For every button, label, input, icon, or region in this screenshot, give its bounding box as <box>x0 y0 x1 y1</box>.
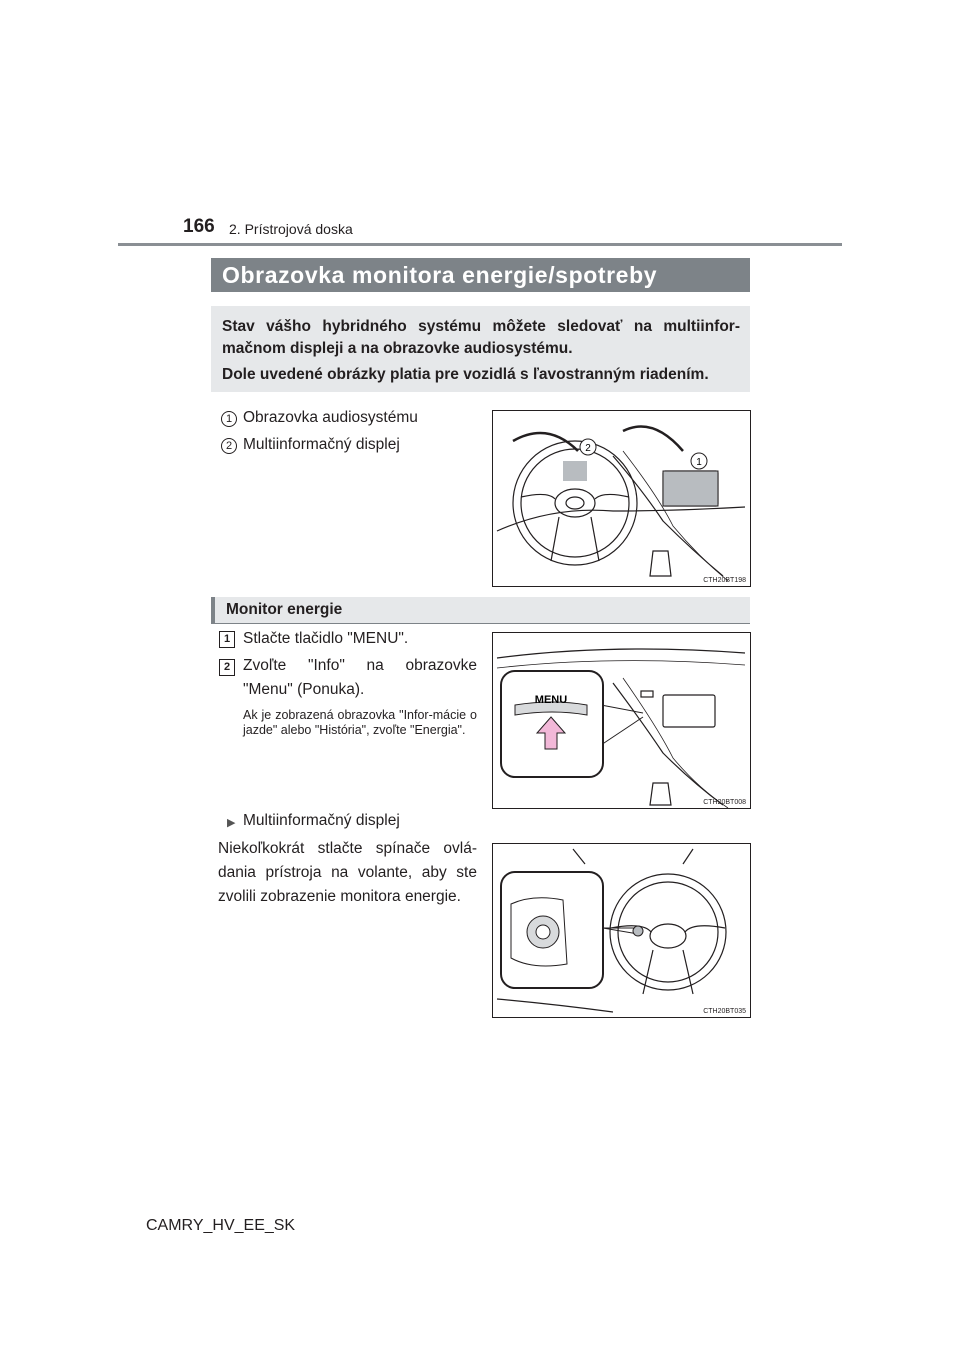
subsection-rule <box>211 623 750 624</box>
step-text-2: Zvoľte "Info" na obrazovke "Menu" (Ponuka). <box>243 657 477 698</box>
menu-button-label: MENU <box>534 694 568 706</box>
legend-marker-1: 1 <box>221 411 237 427</box>
section-title: Obrazovka monitora energie/spotreby <box>222 262 658 288</box>
steering-switches-illustration <box>493 844 750 1017</box>
figure-code: CTH20BT198 <box>703 577 746 584</box>
menu-button-illustration <box>493 633 750 808</box>
callout-1: 1 <box>696 457 702 468</box>
intro-text-1: Stav vášho hybridného systému môžete sledovať na multiinfor-mačnom displeji a na obrazovke audiosystému. <box>222 318 740 357</box>
mid-paragraph: Niekoľkokrát stlačte spínače ovlá-dania prístroja na volante, aby ste zvolili zobrazenie monitora energie. <box>218 840 477 905</box>
page-number: 166 <box>183 216 215 237</box>
figure-steering-switches <box>492 843 751 1018</box>
figure-code: CTH20BT035 <box>703 1008 746 1015</box>
intro-box <box>211 306 750 392</box>
section-title-bar <box>211 258 750 292</box>
figure-menu-button <box>492 632 751 809</box>
subsection-bar <box>211 597 750 623</box>
intro-text-2: Dole uvedené obrázky platia pre vozidlá s ľavostranným riadením. <box>222 366 709 383</box>
step-marker-2: 2 <box>219 659 235 676</box>
figure-dashboard-overview <box>492 410 751 587</box>
bullet-arrow-icon: ▶ <box>227 817 236 829</box>
step-note: Ak je zobrazená obrazovka "Infor-mácie o jazde" alebo "História", zvoľte "Energia". <box>243 708 477 737</box>
chapter-title: 2. Prístrojová doska <box>229 221 353 237</box>
legend-marker-2: 2 <box>221 438 237 454</box>
footer-doc-id: CAMRY_HV_EE_SK <box>146 1217 296 1234</box>
step-text-1: Stlačte tlačidlo "MENU". <box>243 630 409 647</box>
step-marker-1: 1 <box>219 631 235 648</box>
bullet-text: Multiinformačný displej <box>243 812 400 829</box>
subsection-title: Monitor energie <box>226 601 343 618</box>
dashboard-illustration <box>493 411 750 586</box>
figure-code: CTH20BT008 <box>703 799 746 806</box>
legend-text-1: Obrazovka audiosystému <box>243 409 418 426</box>
header-rule <box>118 243 842 246</box>
callout-2: 2 <box>585 443 591 454</box>
legend-text-2: Multiinformačný displej <box>243 436 400 453</box>
